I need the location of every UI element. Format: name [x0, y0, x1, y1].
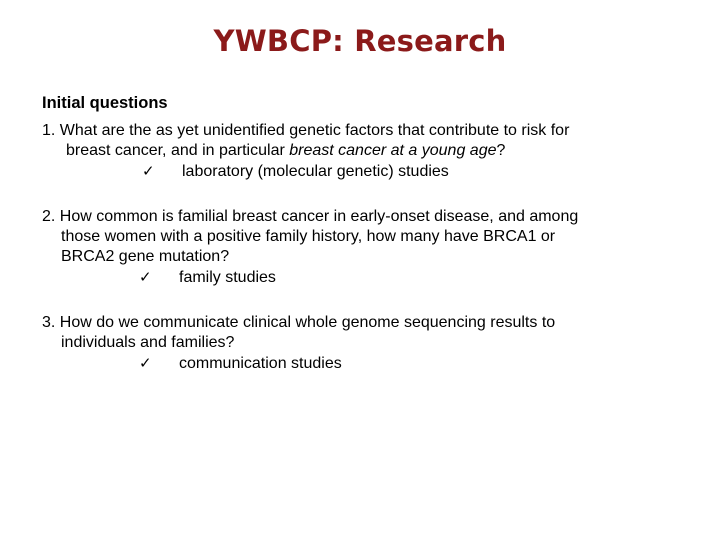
slide-title: YWBCP: Research	[213, 24, 507, 58]
question-1-check-text: laboratory (molecular genetic) studies	[182, 163, 449, 180]
question-3-check-item	[42, 353, 692, 374]
question-1-number: 1.	[42, 122, 56, 139]
checkmark-icon: ✓	[139, 268, 152, 286]
checkmark-icon: ✓	[142, 162, 155, 180]
question-3-check-text: communication studies	[179, 355, 342, 372]
question-1-check-item	[42, 161, 692, 182]
section-heading: Initial questions	[42, 94, 168, 112]
question-1-line-2-pre: breast cancer, and in particular	[66, 142, 290, 159]
slide-body	[42, 93, 692, 374]
question-2-line-1: 2. How common is familial breast cancer in early-onset disease, and among	[42, 208, 579, 225]
question-3-line-1: 3. How do we communicate clinical whole genome sequencing results to	[42, 314, 556, 331]
question-2-check-text: family studies	[179, 269, 276, 286]
question-1-text: What are the as yet unidentified genetic factors that contribute to risk for	[59, 122, 570, 139]
question-2-check-item	[42, 267, 692, 288]
question-1-line-2-post: ?	[496, 142, 506, 159]
question-1-line-2	[42, 141, 692, 161]
question-1-line-1	[42, 121, 692, 141]
question-1-emphasis: breast cancer at a young age	[289, 142, 497, 159]
question-2-line-3: BRCA2 gene mutation?	[61, 248, 230, 265]
question-3-line-2: individuals and families?	[61, 334, 235, 351]
question-2-line-2: those women with a positive family history, how many have BRCA1 or	[61, 228, 556, 245]
checkmark-icon: ✓	[139, 354, 152, 372]
